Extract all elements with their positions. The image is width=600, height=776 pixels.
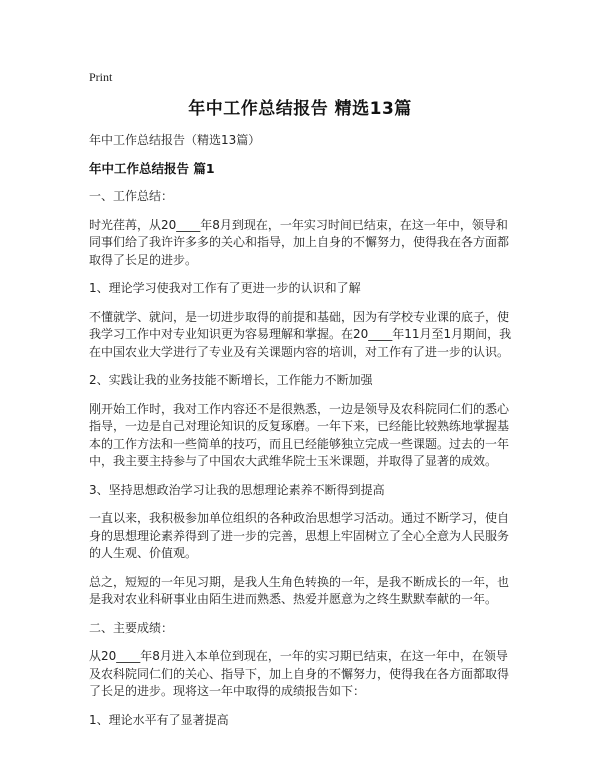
heading-achievements: 二、主要成绩： xyxy=(89,620,174,635)
heading-political-study: 3、坚持思想政治学习让我的思想理论素养不断得到提高 xyxy=(89,482,385,497)
paragraph-political-study: 一直以来，我积极参加单位组织的各种政治思想学习活动。通过不断学习，使自身的思想理论素养得到了进一步的完善，思想上牢固树立了全心全意为人民服务的人生观、价值观。 xyxy=(89,511,510,560)
heading-theory-study: 1、理论学习使我对工作有了更进一步的认识和了解 xyxy=(89,281,361,295)
paragraph-intro: 时光荏苒，从20____年8月到现在，一年实习时间已结束，在这一年中，领导和同事们给了我许许多多的关心和指导，加上自身的不懈努力，使得我在各方面都取得了长足的进步。 xyxy=(89,217,510,267)
document-subtitle: 年中工作总结报告（精选13篇） xyxy=(89,133,261,147)
document-title: 年中工作总结报告 精选13篇 xyxy=(188,99,412,119)
print-label: Print xyxy=(89,70,113,84)
paragraph-achievements: 从20____年8月进入本单位到现在，一年的实习期已结束，在这一年中，在领导及农科院同仁们的关心、指导下，加上自身的不懈努力，使得我在各方面都取得了长足的进步。现将这一年中取得的成绩报告如下： xyxy=(89,649,510,698)
heading-theory-level: 1、理论水平有了显著提高 xyxy=(89,712,229,727)
document-body xyxy=(89,132,515,740)
section-title: 年中工作总结报告 篇1 xyxy=(89,160,215,176)
heading-practice: 2、实践让我的业务技能不断增长，工作能力不断加强 xyxy=(89,373,373,387)
paragraph-conclusion: 总之，短短的一年见习期，是我人生角色转换的一年，是我不断成长的一年，也是我对农业科研事业由陌生进而熟悉、热爱并愿意为之终生默默奉献的一年。 xyxy=(89,574,510,606)
paragraph-practice: 刚开始工作时，我对工作内容还不是很熟悉，一边是领导及农科院同仁们的悉心指导，一边是自己对理论知识的反复琢磨。一年下来，已经能比较熟练地掌握基本的工作方法和一些简单的技巧，而且已经能够独立完成一些课题。过去的一年中，我主要主持参与了中国农大武维华院士玉米课题，并取得了显著的成效。 xyxy=(89,401,510,468)
paragraph-theory-study: 不懂就学、就问，是一切进步取得的前提和基础，因为有学校专业课的底子，使我学习工作中对专业知识更为容易理解和掌握。在20____年11月至1月期间，我在中国农业大学进行了专业及有关课题内容的培训，对工作有了进一步的认识。 xyxy=(89,309,512,359)
heading-work-summary: 一、工作总结： xyxy=(89,189,174,203)
